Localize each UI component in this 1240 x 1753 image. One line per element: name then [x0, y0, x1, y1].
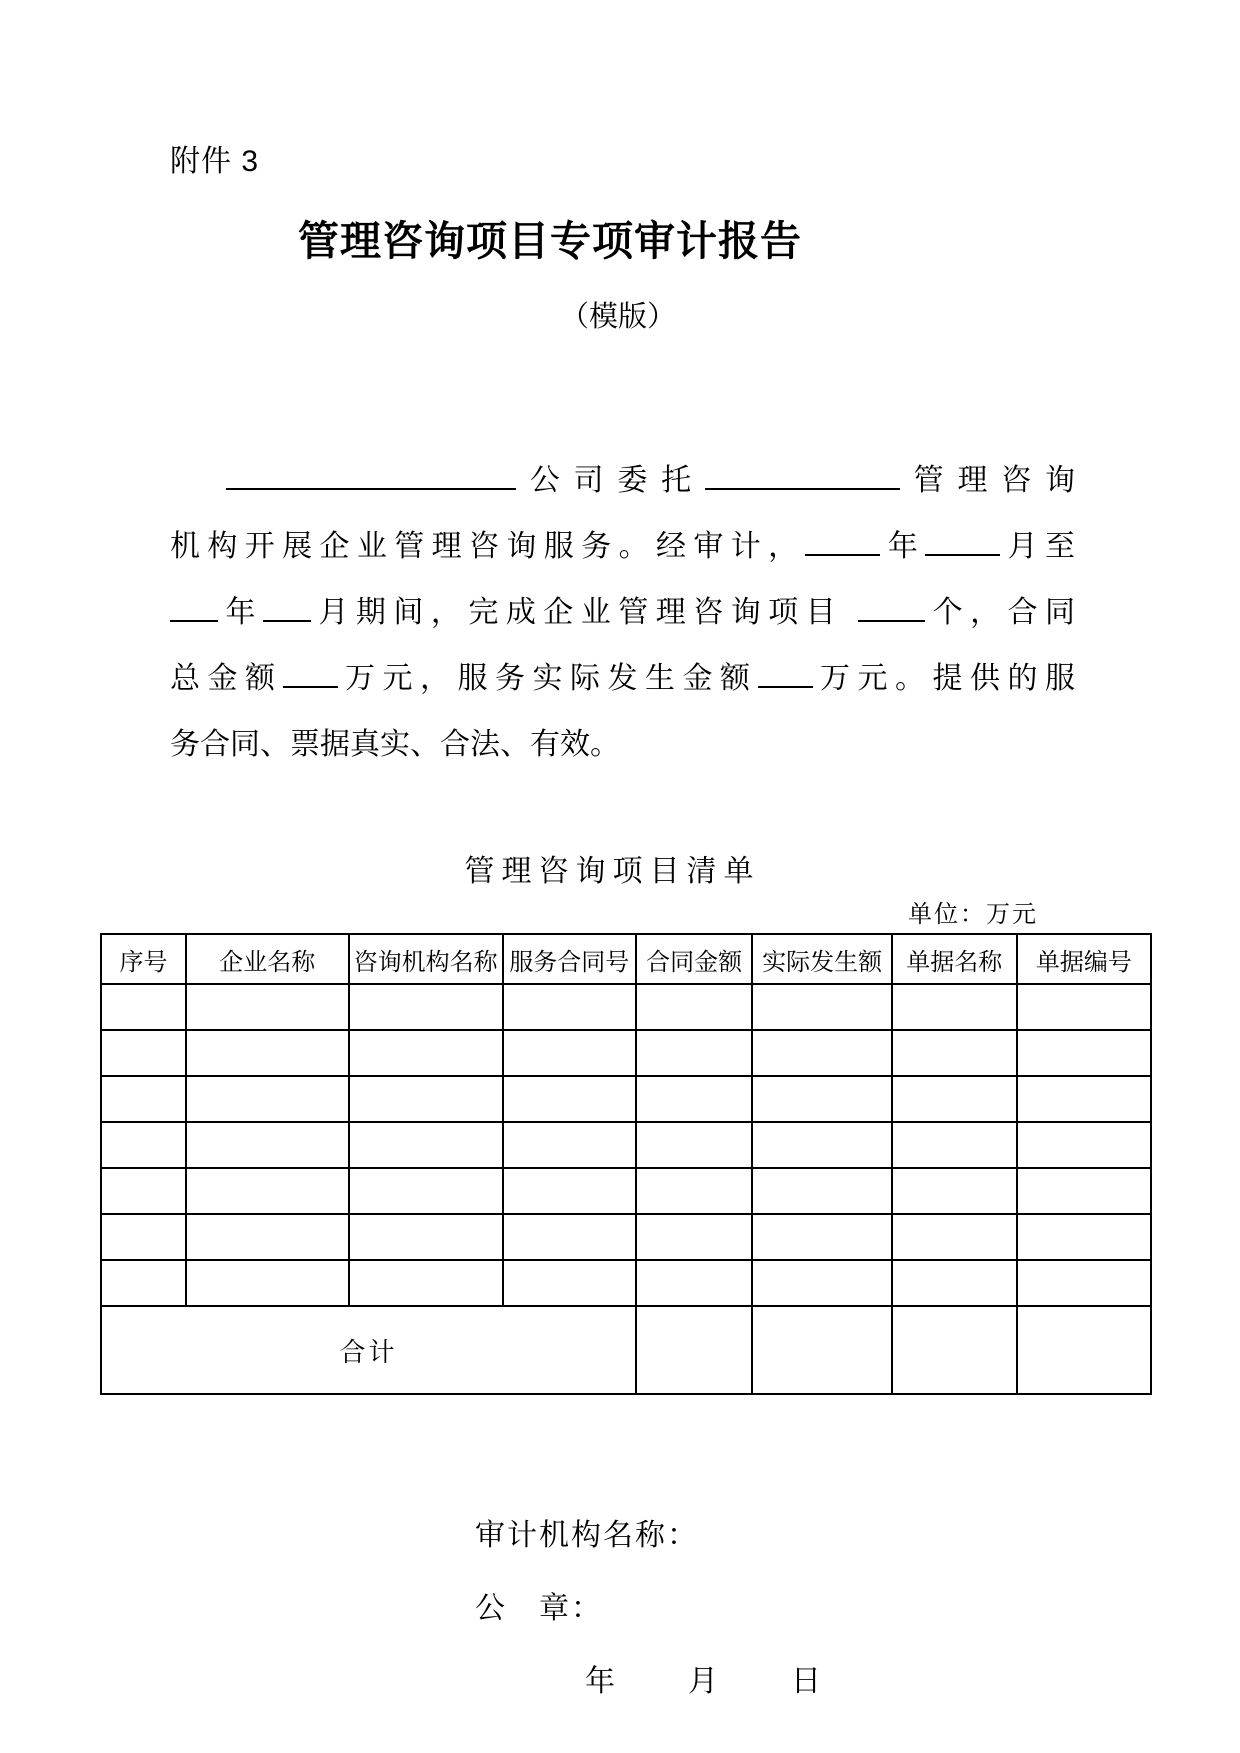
table-row — [101, 984, 1151, 1030]
table-cell[interactable] — [186, 984, 349, 1030]
unit-note: 单位：万元 — [908, 902, 1038, 928]
fill-in-blank[interactable] — [263, 616, 311, 622]
table-row — [101, 1076, 1151, 1122]
total-cell[interactable] — [1017, 1306, 1151, 1394]
paragraph-text: 总金额 — [170, 662, 283, 695]
table-cell[interactable] — [752, 1030, 892, 1076]
date-line — [585, 1656, 821, 1700]
table-cell[interactable] — [1017, 1260, 1151, 1306]
fill-in-blank[interactable] — [805, 550, 880, 556]
paragraph-line — [170, 514, 1075, 580]
table-cell[interactable] — [503, 984, 636, 1030]
attachment-label: 附件 3 — [170, 145, 260, 178]
table-cell[interactable] — [349, 984, 503, 1030]
table-cell[interactable] — [1017, 1030, 1151, 1076]
table-header-row — [101, 934, 1151, 984]
paragraph-line — [170, 712, 1075, 778]
table-cell[interactable] — [503, 1168, 636, 1214]
table-cell[interactable] — [752, 1168, 892, 1214]
table-cell[interactable] — [503, 1214, 636, 1260]
table-cell[interactable] — [636, 1122, 752, 1168]
table-row — [101, 1260, 1151, 1306]
fill-in-blank[interactable] — [758, 682, 813, 688]
table-cell[interactable] — [101, 1030, 186, 1076]
table-cell[interactable] — [892, 1122, 1017, 1168]
total-row — [101, 1306, 1151, 1394]
total-cell[interactable] — [752, 1306, 892, 1394]
table-cell[interactable] — [1017, 1122, 1151, 1168]
table-body — [101, 984, 1151, 1394]
table-cell[interactable] — [1017, 1214, 1151, 1260]
table-cell[interactable] — [101, 1168, 186, 1214]
table-cell[interactable] — [636, 1168, 752, 1214]
paragraph-text: 月至 — [1000, 530, 1076, 563]
column-header: 实际发生额 — [752, 934, 892, 984]
paragraph-text: 月期间，完成企业管理咨询项目 — [310, 596, 859, 629]
total-cell[interactable] — [892, 1306, 1017, 1394]
table-cell[interactable] — [636, 1030, 752, 1076]
table-cell[interactable] — [101, 1122, 186, 1168]
table-cell[interactable] — [503, 1122, 636, 1168]
table-cell[interactable] — [1017, 1076, 1151, 1122]
table-cell[interactable] — [636, 1076, 752, 1122]
project-list-table — [100, 933, 1152, 1395]
table-cell[interactable] — [101, 1260, 186, 1306]
auditor-name-text: 审计机构名称： — [475, 1519, 699, 1552]
total-label: 合计 — [101, 1306, 636, 1394]
table-cell[interactable] — [349, 1260, 503, 1306]
table-cell[interactable] — [892, 1214, 1017, 1260]
paragraph-text: 管理咨询 — [899, 464, 1076, 497]
table-cell[interactable] — [186, 1076, 349, 1122]
paragraph-line — [170, 646, 1075, 712]
table-cell[interactable] — [101, 984, 186, 1030]
table-cell[interactable] — [503, 1260, 636, 1306]
fill-in-blank[interactable] — [858, 616, 925, 622]
fill-in-blank[interactable] — [705, 484, 900, 490]
column-header: 单据编号 — [1017, 934, 1151, 984]
table-cell[interactable] — [636, 984, 752, 1030]
date-day-label: 日 — [791, 1665, 821, 1698]
table-cell[interactable] — [752, 1076, 892, 1122]
table-cell[interactable] — [349, 1214, 503, 1260]
table-cell[interactable] — [892, 1076, 1017, 1122]
column-header: 合同金额 — [636, 934, 752, 984]
table-cell[interactable] — [101, 1214, 186, 1260]
table-cell[interactable] — [752, 1260, 892, 1306]
paragraph-text: 万元。提供的服 — [812, 662, 1075, 695]
fill-in-blank[interactable] — [925, 550, 1000, 556]
table-cell[interactable] — [892, 1260, 1017, 1306]
table-cell[interactable] — [636, 1260, 752, 1306]
official-seal-text: 公 章： — [475, 1592, 603, 1625]
paragraph-text: 万元，服务实际发生金额 — [337, 662, 758, 695]
column-header: 单据名称 — [892, 934, 1017, 984]
table-cell[interactable] — [349, 1122, 503, 1168]
fill-in-blank[interactable] — [283, 682, 338, 688]
fill-in-blank[interactable] — [170, 616, 218, 622]
date-month-label: 月 — [688, 1665, 718, 1698]
table-cell[interactable] — [349, 1168, 503, 1214]
column-header: 序号 — [101, 934, 186, 984]
paragraph-text: 公司委托 — [516, 464, 705, 497]
page-title: 管理咨询项目专项审计报告 — [298, 218, 802, 264]
paragraph-line — [170, 448, 1075, 514]
project-list-title: 管理咨询项目清单 — [464, 855, 761, 888]
column-header: 服务合同号 — [503, 934, 636, 984]
paragraph-text: 年 — [218, 596, 263, 629]
total-cell[interactable] — [636, 1306, 752, 1394]
table-cell[interactable] — [186, 1214, 349, 1260]
table-cell[interactable] — [752, 984, 892, 1030]
table-row — [101, 1168, 1151, 1214]
table-cell[interactable] — [186, 1122, 349, 1168]
paragraph-text: 机构开展企业管理咨询服务。经审计， — [170, 530, 806, 563]
column-header: 咨询机构名称 — [349, 934, 503, 984]
table-cell[interactable] — [101, 1076, 186, 1122]
table-cell[interactable] — [186, 1260, 349, 1306]
auditor-name-label — [475, 1510, 699, 1554]
table-cell[interactable] — [1017, 1168, 1151, 1214]
page-subtitle: （模版） — [559, 301, 676, 333]
paragraph-text: 务合同、票据真实、合法、有效。 — [170, 728, 620, 761]
table-row — [101, 1030, 1151, 1076]
table-cell[interactable] — [892, 1168, 1017, 1214]
table-row — [101, 1122, 1151, 1168]
table-cell[interactable] — [503, 1030, 636, 1076]
table-cell[interactable] — [752, 1122, 892, 1168]
table-row — [101, 1214, 1151, 1260]
paragraph-text: 个，合同 — [925, 596, 1076, 629]
table-cell[interactable] — [752, 1214, 892, 1260]
intro-paragraph — [170, 448, 1075, 778]
table-cell[interactable] — [892, 1030, 1017, 1076]
table-cell[interactable] — [503, 1076, 636, 1122]
table-cell[interactable] — [186, 1168, 349, 1214]
official-seal-label — [475, 1583, 603, 1627]
table-cell[interactable] — [349, 1076, 503, 1122]
table-cell[interactable] — [186, 1030, 349, 1076]
date-year-label: 年 — [585, 1665, 615, 1698]
column-header: 企业名称 — [186, 934, 349, 984]
paragraph-line — [170, 580, 1075, 646]
table-cell[interactable] — [636, 1214, 752, 1260]
table-cell[interactable] — [1017, 984, 1151, 1030]
table-cell[interactable] — [892, 984, 1017, 1030]
paragraph-text: 年 — [880, 530, 926, 563]
fill-in-blank[interactable] — [226, 484, 516, 490]
table-cell[interactable] — [349, 1030, 503, 1076]
